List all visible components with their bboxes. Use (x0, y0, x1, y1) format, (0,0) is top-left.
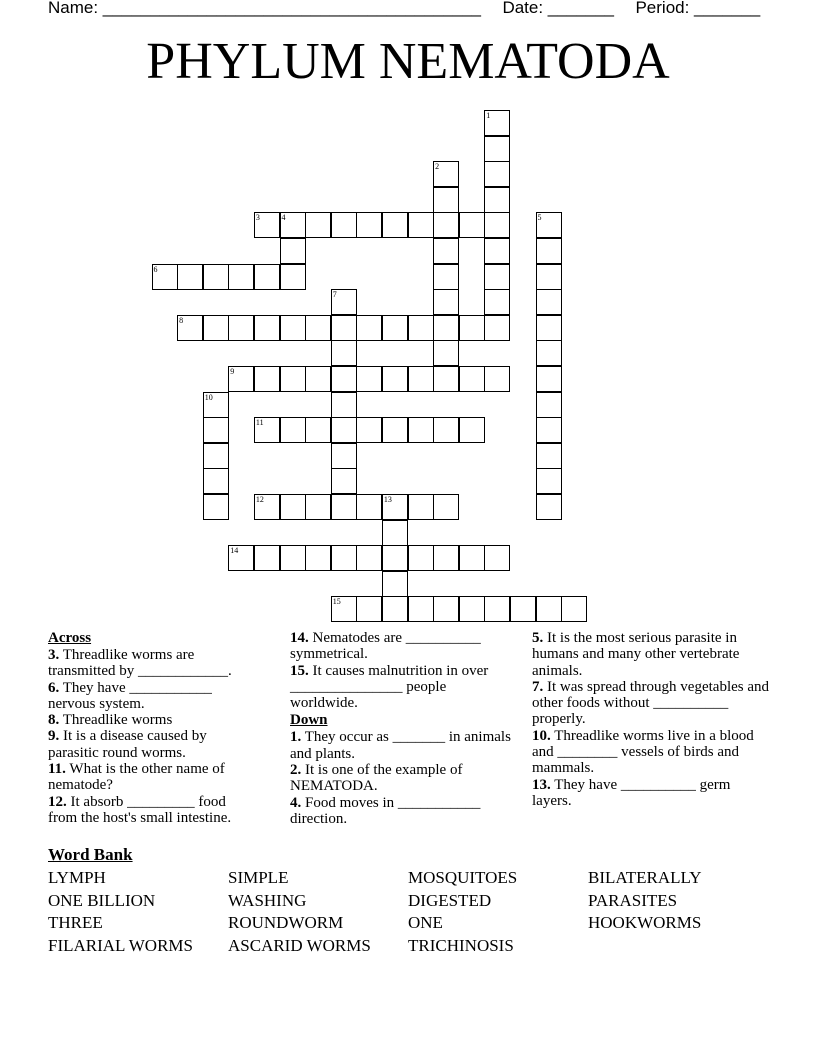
grid-cell[interactable] (254, 417, 280, 443)
grid-cell[interactable] (536, 289, 562, 315)
grid-cell[interactable] (433, 161, 459, 187)
grid-cell[interactable] (382, 545, 408, 571)
word-bank-item: DIGESTED (408, 891, 492, 910)
grid-cell[interactable] (408, 366, 434, 392)
across-clue-14: 14. Nematodes are __________ symmetrical. (290, 630, 481, 663)
word-bank-title: Word Bank (48, 845, 133, 864)
grid-cell[interactable] (484, 161, 510, 187)
grid-cell[interactable] (408, 545, 434, 571)
clues-column-3 (532, 629, 770, 809)
word-bank-item: ASCARID WORMS (228, 936, 371, 955)
grid-cell[interactable] (382, 520, 408, 546)
grid-cell[interactable] (408, 417, 434, 443)
across-clue-12: 12. It absorb _________ food from the host's small intestine. (48, 793, 232, 826)
period-field-label: Period: _______ (635, 0, 761, 17)
across-clue-6: 6. They have ___________ nervous system. (48, 679, 212, 712)
grid-clue-number: 3 (255, 213, 260, 223)
grid-cell[interactable] (305, 315, 331, 341)
grid-cell[interactable] (433, 545, 459, 571)
grid-cell[interactable] (280, 417, 306, 443)
grid-cell[interactable] (152, 264, 178, 290)
grid-cell[interactable] (433, 417, 459, 443)
grid-cell[interactable] (459, 596, 485, 622)
grid-cell[interactable] (203, 494, 229, 520)
grid-cell[interactable] (331, 289, 357, 315)
grid-cell[interactable] (536, 417, 562, 443)
grid-cell[interactable] (484, 187, 510, 213)
word-bank-item: ONE (408, 913, 443, 932)
grid-cell[interactable] (484, 545, 510, 571)
grid-cell[interactable] (331, 596, 357, 622)
grid-cell[interactable] (433, 315, 459, 341)
grid-cell[interactable] (331, 494, 357, 520)
grid-cell[interactable] (331, 392, 357, 418)
word-bank-item: ONE BILLION (48, 891, 156, 910)
grid-clue-number: 13 (383, 495, 392, 504)
word-bank-item: FILARIAL WORMS (48, 936, 193, 955)
down-clue-10: 10. Threadlike worms live in a blood and ________ vessels of birds and mammals. (532, 727, 754, 777)
grid-cell[interactable] (459, 366, 485, 392)
across-clue-15: 15. It causes malnutrition in over _______________ people worldwide. (290, 662, 489, 712)
grid-cell[interactable] (382, 212, 408, 238)
down-heading: Down (290, 712, 328, 729)
across-heading: Across (48, 630, 92, 646)
grid-cell[interactable] (484, 596, 510, 622)
grid-cell[interactable] (280, 494, 306, 520)
date-field-label: Date: _______ (502, 0, 614, 17)
down-clue-13: 13. They have __________ germ layers. (532, 776, 731, 809)
grid-clue-number: 10 (204, 392, 213, 402)
grid-clue-number: 1 (486, 111, 491, 120)
across-clue-9: 9. It is a disease caused by parasitic round worms. (48, 728, 207, 761)
grid-clue-number: 15 (332, 597, 341, 607)
grid-cell[interactable] (408, 596, 434, 622)
grid-cell[interactable] (408, 315, 434, 341)
grid-clue-number: 2 (435, 162, 440, 172)
grid-cell[interactable] (254, 212, 280, 238)
grid-cell[interactable] (459, 315, 485, 341)
grid-cell[interactable] (433, 212, 459, 238)
word-bank-item: HOOKWORMS (588, 913, 702, 932)
grid-cell[interactable] (254, 366, 280, 392)
down-clue-4: 4. Food moves in ___________ direction. (290, 794, 481, 827)
grid-clue-number: 4 (281, 213, 286, 223)
grid-cell[interactable] (305, 494, 331, 520)
grid-cell[interactable] (228, 545, 254, 571)
grid-cell[interactable] (433, 596, 459, 622)
grid-cell[interactable] (433, 366, 459, 392)
grid-cell[interactable] (484, 212, 510, 238)
grid-cell[interactable] (331, 443, 357, 469)
grid-cell[interactable] (536, 238, 562, 264)
grid-cell[interactable] (356, 494, 382, 520)
grid-cell[interactable] (484, 366, 510, 392)
word-bank-item: SIMPLE (228, 868, 289, 887)
grid-cell[interactable] (356, 417, 382, 443)
grid-cell[interactable] (280, 545, 306, 571)
word-bank-item: TRICHINOSIS (408, 936, 514, 955)
grid-cell[interactable] (356, 315, 382, 341)
grid-cell[interactable] (280, 212, 306, 238)
grid-clue-number: 12 (255, 495, 264, 504)
grid-cell[interactable] (536, 468, 562, 494)
grid-cell[interactable] (203, 443, 229, 469)
grid-cell[interactable] (228, 315, 254, 341)
word-bank-item: BILATERALLY (588, 868, 702, 887)
grid-cell[interactable] (484, 110, 510, 136)
grid-cell[interactable] (459, 212, 485, 238)
grid-cell[interactable] (331, 212, 357, 238)
grid-cell[interactable] (408, 212, 434, 238)
grid-cell[interactable] (459, 417, 485, 443)
grid-cell[interactable] (484, 264, 510, 290)
grid-cell[interactable] (331, 545, 357, 571)
grid-cell[interactable] (433, 494, 459, 520)
grid-cell[interactable] (356, 366, 382, 392)
grid-cell[interactable] (536, 340, 562, 366)
page-title: PHYLUM NEMATODA (146, 33, 670, 90)
grid-cell[interactable] (484, 238, 510, 264)
clues-column-2 (290, 629, 515, 827)
grid-cell[interactable] (484, 289, 510, 315)
grid-cell[interactable] (433, 264, 459, 290)
grid-clue-number: 7 (332, 290, 337, 300)
down-clue-2: 2. It is one of the example of NEMATODA. (290, 762, 463, 795)
across-clue-11: 11. What is the other name of nematode? (48, 761, 225, 794)
name-field-label: Name: ________________________________________ (48, 0, 481, 17)
grid-cell[interactable] (536, 596, 562, 622)
grid-cell[interactable] (331, 366, 357, 392)
grid-cell[interactable] (536, 443, 562, 469)
grid-clue-number: 14 (230, 546, 239, 556)
grid-cell[interactable] (382, 494, 408, 520)
grid-cell[interactable] (536, 366, 562, 392)
grid-cell[interactable] (484, 136, 510, 162)
grid-cell[interactable] (382, 315, 408, 341)
grid-cell[interactable] (305, 545, 331, 571)
grid-clue-number: 6 (153, 264, 158, 274)
grid-cell[interactable] (510, 596, 536, 622)
grid-cell[interactable] (382, 366, 408, 392)
word-bank-item: THREE (48, 913, 103, 932)
clues-column-1 (48, 629, 248, 826)
grid-cell[interactable] (536, 494, 562, 520)
grid-cell[interactable] (177, 315, 203, 341)
grid-cell[interactable] (228, 264, 254, 290)
grid-cell[interactable] (433, 289, 459, 315)
grid-cell[interactable] (356, 545, 382, 571)
grid-cell[interactable] (305, 417, 331, 443)
down-clue-5: 5. It is the most serious parasite in humans and many other vertebrate animals. (532, 630, 740, 679)
grid-cell[interactable] (536, 315, 562, 341)
grid-cell[interactable] (382, 571, 408, 597)
word-bank-item: PARASITES (588, 891, 678, 910)
grid-cell[interactable] (254, 545, 280, 571)
grid-cell[interactable] (536, 264, 562, 290)
grid-cell[interactable] (305, 366, 331, 392)
grid-cell[interactable] (203, 468, 229, 494)
grid-cell[interactable] (484, 315, 510, 341)
grid-cell[interactable] (433, 340, 459, 366)
grid-clue-number: 11 (255, 418, 264, 428)
grid-cell[interactable] (280, 315, 306, 341)
grid-cell[interactable] (254, 494, 280, 520)
word-bank-item: LYMPH (48, 868, 106, 887)
grid-cell[interactable] (280, 264, 306, 290)
grid-cell[interactable] (536, 212, 562, 238)
grid-clue-number: 8 (179, 315, 184, 325)
grid-cell[interactable] (408, 494, 434, 520)
grid-cell[interactable] (331, 315, 357, 341)
grid-cell[interactable] (203, 264, 229, 290)
grid-cell[interactable] (356, 596, 382, 622)
word-bank-item: WASHING (228, 891, 307, 910)
grid-clue-number: 9 (230, 367, 235, 376)
grid-cell[interactable] (331, 340, 357, 366)
grid-cell[interactable] (203, 417, 229, 443)
grid-cell[interactable] (280, 238, 306, 264)
grid-cell[interactable] (254, 264, 280, 290)
across-clue-3: 3. Threadlike worms are transmitted by ____________. (48, 647, 232, 680)
grid-cell[interactable] (280, 366, 306, 392)
across-clue-8: 8. Threadlike worms (48, 712, 173, 729)
grid-cell[interactable] (561, 596, 587, 622)
grid-clue-number: 5 (537, 213, 542, 223)
down-clue-7: 7. It was spread through vegetables and other foods without __________ properly. (532, 678, 770, 728)
word-bank-item: MOSQUITOES (408, 868, 518, 887)
grid-cell[interactable] (203, 315, 229, 341)
grid-cell[interactable] (382, 417, 408, 443)
word-bank-item: ROUNDWORM (228, 913, 344, 932)
grid-cell[interactable] (177, 264, 203, 290)
grid-cell[interactable] (331, 468, 357, 494)
grid-cell[interactable] (382, 596, 408, 622)
grid-cell[interactable] (228, 366, 254, 392)
grid-cell[interactable] (356, 212, 382, 238)
grid-cell[interactable] (254, 315, 280, 341)
grid-cell[interactable] (433, 187, 459, 213)
grid-cell[interactable] (433, 238, 459, 264)
down-clue-1: 1. They occur as _______ in animals and plants. (290, 729, 511, 762)
grid-cell[interactable] (331, 417, 357, 443)
grid-cell[interactable] (536, 392, 562, 418)
grid-cell[interactable] (203, 392, 229, 418)
grid-cell[interactable] (305, 212, 331, 238)
grid-cell[interactable] (459, 545, 485, 571)
